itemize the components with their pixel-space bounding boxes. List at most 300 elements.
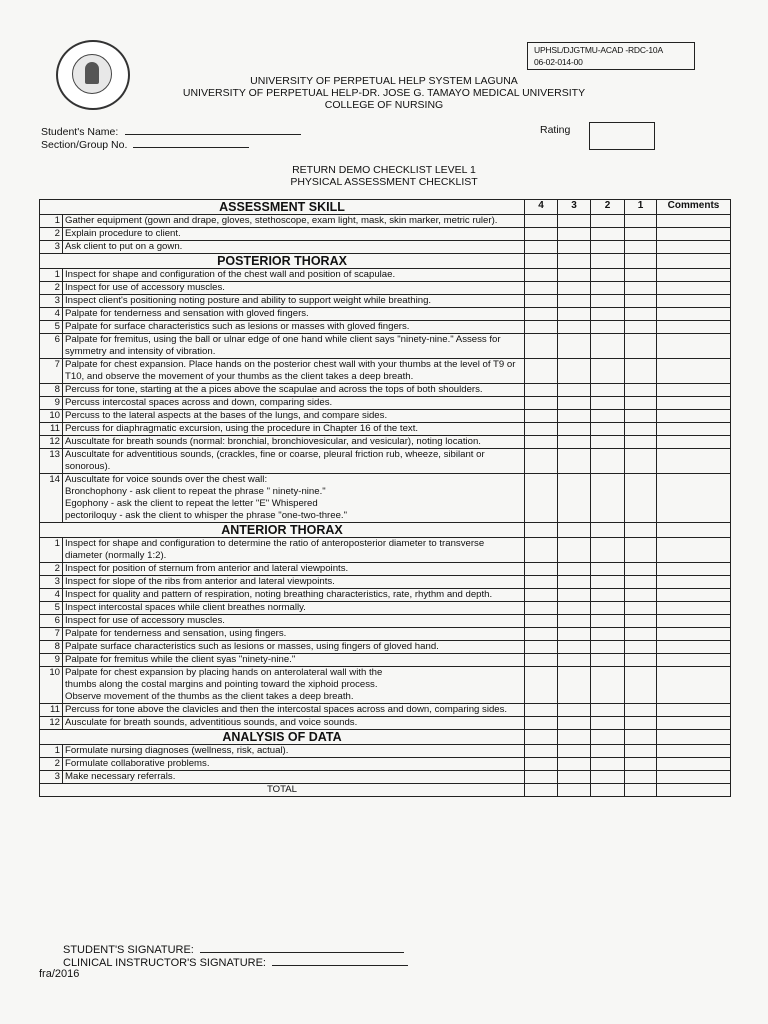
score-1-cell[interactable] (625, 538, 657, 563)
score-1-cell[interactable] (625, 449, 657, 474)
score-2-cell[interactable] (591, 730, 625, 745)
score-4-cell[interactable] (525, 523, 558, 538)
score-4-cell[interactable] (525, 745, 558, 758)
score-2-cell[interactable] (591, 523, 625, 538)
comments-cell[interactable] (657, 758, 731, 771)
column-score-1: 1 (625, 200, 657, 215)
score-1-cell[interactable] (625, 215, 657, 228)
comments-cell[interactable] (657, 359, 731, 384)
table-row (40, 215, 731, 228)
item-skill: Inspect for shape and configuration to determine the ratio of anteroposterior diameter to transverse diameter (normally 1:2). (63, 538, 525, 563)
score-4-cell[interactable] (525, 538, 558, 563)
score-4-cell[interactable] (525, 615, 558, 628)
score-4-cell[interactable] (525, 334, 558, 359)
table-row (40, 538, 731, 563)
score-2-cell[interactable] (591, 474, 625, 523)
score-4-cell[interactable] (525, 254, 558, 269)
score-1-cell[interactable] (625, 771, 657, 784)
item-number: 2 (40, 758, 63, 771)
score-2-cell[interactable] (591, 615, 625, 628)
checklist-title: RETURN DEMO CHECKLIST LEVEL 1 (292, 164, 476, 176)
score-1-cell[interactable] (625, 384, 657, 397)
section-line[interactable] (133, 137, 249, 148)
score-4-cell[interactable] (525, 474, 558, 523)
score-4-cell[interactable] (525, 589, 558, 602)
score-2-cell[interactable] (591, 602, 625, 615)
column-score-3: 3 (558, 200, 591, 215)
comments-cell[interactable] (657, 295, 731, 308)
item-skill-line: Egophony - ask the client to repeat the letter "E" Whispered (65, 498, 318, 509)
score-2-cell[interactable] (591, 241, 625, 254)
item-skill: Inspect for quality and pattern of respiration, noting breathing characteristics, rate, rhythm and depth. (63, 589, 525, 602)
score-3-cell[interactable] (558, 654, 591, 667)
column-score-2: 2 (591, 200, 625, 215)
item-skill: Ausculate for breath sounds, adventitious sounds, and voice sounds. (63, 717, 525, 730)
item-number: 1 (40, 215, 63, 228)
table-row (40, 308, 731, 321)
item-number: 14 (40, 474, 63, 523)
comments-cell[interactable] (657, 215, 731, 228)
score-1-cell[interactable] (625, 628, 657, 641)
comments-cell[interactable] (657, 474, 731, 523)
score-4-cell[interactable] (525, 758, 558, 771)
score-1-cell[interactable] (625, 295, 657, 308)
score-2-cell[interactable] (591, 576, 625, 589)
score-2-cell[interactable] (591, 295, 625, 308)
table-row (40, 474, 731, 523)
score-1-cell[interactable] (625, 241, 657, 254)
score-2-cell[interactable] (591, 321, 625, 334)
score-4-cell[interactable] (525, 295, 558, 308)
score-3-cell[interactable] (558, 228, 591, 241)
item-number: 6 (40, 615, 63, 628)
score-4-cell[interactable] (525, 215, 558, 228)
comments-cell[interactable] (657, 704, 731, 717)
score-4-cell[interactable] (525, 321, 558, 334)
score-2-cell[interactable] (591, 589, 625, 602)
comments-cell[interactable] (657, 410, 731, 423)
student-name-label: Student's Name: (41, 126, 119, 138)
table-row (40, 602, 731, 615)
score-2-cell[interactable] (591, 215, 625, 228)
score-3-cell[interactable] (558, 359, 591, 384)
section-label: Section/Group No. (41, 139, 128, 151)
section-title: POSTERIOR THORAX (40, 254, 525, 269)
score-3-cell[interactable] (558, 563, 591, 576)
header-college: COLLEGE OF NURSING (324, 99, 444, 111)
item-number: 12 (40, 436, 63, 449)
score-4-cell[interactable] (525, 308, 558, 321)
item-skill-line: Palpate for chest expansion by placing hands on anterolateral wall with the (65, 667, 383, 678)
table-row (40, 641, 731, 654)
score-4-cell[interactable] (525, 602, 558, 615)
score-3-cell[interactable] (558, 215, 591, 228)
item-number: 3 (40, 771, 63, 784)
score-2-cell[interactable] (591, 423, 625, 436)
score-2-cell[interactable] (591, 784, 625, 797)
comments-cell[interactable] (657, 628, 731, 641)
score-1-cell[interactable] (625, 269, 657, 282)
score-1-cell[interactable] (625, 641, 657, 654)
score-1-cell[interactable] (625, 667, 657, 704)
score-4-cell[interactable] (525, 384, 558, 397)
item-skill (63, 667, 525, 704)
section-field[interactable] (41, 137, 249, 151)
score-4-cell[interactable] (525, 563, 558, 576)
item-skill: Inspect for shape and configuration of the chest wall and position of scapulae. (63, 269, 525, 282)
score-2-cell[interactable] (591, 282, 625, 295)
table-row (40, 436, 731, 449)
score-3-cell[interactable] (558, 321, 591, 334)
score-3-cell[interactable] (558, 589, 591, 602)
score-2-cell[interactable] (591, 359, 625, 384)
score-3-cell[interactable] (558, 615, 591, 628)
instructor-signature-line[interactable] (272, 955, 408, 966)
score-4-cell[interactable] (525, 436, 558, 449)
item-number: 1 (40, 538, 63, 563)
score-1-cell[interactable] (625, 704, 657, 717)
score-3-cell[interactable] (558, 449, 591, 474)
score-2-cell[interactable] (591, 771, 625, 784)
score-1-cell[interactable] (625, 436, 657, 449)
score-1-cell[interactable] (625, 228, 657, 241)
score-1-cell[interactable] (625, 784, 657, 797)
comments-cell[interactable] (657, 654, 731, 667)
score-1-cell[interactable] (625, 308, 657, 321)
score-2-cell[interactable] (591, 654, 625, 667)
score-2-cell[interactable] (591, 745, 625, 758)
score-3-cell[interactable] (558, 538, 591, 563)
score-1-cell[interactable] (625, 654, 657, 667)
item-number: 10 (40, 410, 63, 423)
table-row (40, 758, 731, 771)
score-3-cell[interactable] (558, 282, 591, 295)
item-number: 2 (40, 228, 63, 241)
item-skill: Formulate nursing diagnoses (wellness, risk, actual). (63, 745, 525, 758)
column-assessment-skill: ASSESSMENT SKILL (40, 200, 525, 215)
score-3-cell[interactable] (558, 269, 591, 282)
score-1-cell[interactable] (625, 321, 657, 334)
item-number: 8 (40, 641, 63, 654)
table-row (40, 384, 731, 397)
column-score-4: 4 (525, 200, 558, 215)
table-row (40, 359, 731, 384)
score-4-cell[interactable] (525, 704, 558, 717)
score-1-cell[interactable] (625, 410, 657, 423)
score-2-cell[interactable] (591, 704, 625, 717)
score-2-cell[interactable] (591, 628, 625, 641)
comments-cell[interactable] (657, 717, 731, 730)
score-4-cell[interactable] (525, 628, 558, 641)
score-4-cell[interactable] (525, 576, 558, 589)
score-2-cell[interactable] (591, 308, 625, 321)
score-1-cell[interactable] (625, 334, 657, 359)
score-3-cell[interactable] (558, 436, 591, 449)
table-row (40, 449, 731, 474)
document-code: UPHSL/DJGTMU-ACAD -RDC-10A (534, 45, 663, 55)
score-2-cell[interactable] (591, 667, 625, 704)
score-2-cell[interactable] (591, 563, 625, 576)
comments-cell[interactable] (657, 784, 731, 797)
student-signature-line[interactable] (200, 942, 404, 953)
column-comments: Comments (657, 200, 731, 215)
comments-cell[interactable] (657, 576, 731, 589)
score-3-cell[interactable] (558, 641, 591, 654)
comments-cell[interactable] (657, 282, 731, 295)
comments-cell[interactable] (657, 254, 731, 269)
item-number: 13 (40, 449, 63, 474)
score-2-cell[interactable] (591, 228, 625, 241)
table-header-row (40, 200, 731, 215)
score-2-cell[interactable] (591, 334, 625, 359)
score-1-cell[interactable] (625, 282, 657, 295)
score-4-cell[interactable] (525, 654, 558, 667)
score-3-cell[interactable] (558, 474, 591, 523)
item-number: 8 (40, 384, 63, 397)
item-skill: Formulate collaborative problems. (63, 758, 525, 771)
table-row (40, 295, 731, 308)
score-1-cell[interactable] (625, 523, 657, 538)
table-row (40, 269, 731, 282)
section-header-row (40, 254, 731, 269)
table-row (40, 282, 731, 295)
rating-label: Rating (540, 124, 571, 136)
item-skill (63, 474, 525, 523)
item-number: 11 (40, 423, 63, 436)
score-4-cell[interactable] (525, 771, 558, 784)
score-4-cell[interactable] (525, 717, 558, 730)
item-skill: Percuss for tone, starting at the a pices above the scapulae and across the tops of both shoulders. (63, 384, 525, 397)
item-skill: Auscultate for adventitious sounds, (crackles, fine or coarse, pleural friction rub, wheeze, sibilant or sonorous). (63, 449, 525, 474)
score-2-cell[interactable] (591, 641, 625, 654)
score-1-cell[interactable] (625, 254, 657, 269)
item-number: 11 (40, 704, 63, 717)
comments-cell[interactable] (657, 615, 731, 628)
item-skill: Percuss intercostal spaces across and down, comparing sides. (63, 397, 525, 410)
score-4-cell[interactable] (525, 269, 558, 282)
score-3-cell[interactable] (558, 254, 591, 269)
table-row (40, 423, 731, 436)
table-row (40, 628, 731, 641)
comments-cell[interactable] (657, 730, 731, 745)
score-1-cell[interactable] (625, 730, 657, 745)
item-number: 7 (40, 359, 63, 384)
item-number: 12 (40, 717, 63, 730)
comments-cell[interactable] (657, 228, 731, 241)
score-4-cell[interactable] (525, 397, 558, 410)
score-2-cell[interactable] (591, 758, 625, 771)
score-2-cell[interactable] (591, 717, 625, 730)
item-skill: Gather equipment (gown and drape, gloves, stethoscope, exam light, mask, skin marker, metric ruler). (63, 215, 525, 228)
item-skill: Explain procedure to client. (63, 228, 525, 241)
comments-cell[interactable] (657, 308, 731, 321)
score-3-cell[interactable] (558, 423, 591, 436)
comments-cell[interactable] (657, 241, 731, 254)
section-title: ANALYSIS OF DATA (40, 730, 525, 745)
item-number: 3 (40, 576, 63, 589)
comments-cell[interactable] (657, 397, 731, 410)
item-number: 6 (40, 334, 63, 359)
score-4-cell[interactable] (525, 784, 558, 797)
comments-cell[interactable] (657, 745, 731, 758)
student-name-line[interactable] (125, 124, 301, 135)
item-number: 10 (40, 667, 63, 704)
score-1-cell[interactable] (625, 602, 657, 615)
score-2-cell[interactable] (591, 397, 625, 410)
comments-cell[interactable] (657, 321, 731, 334)
comments-cell[interactable] (657, 423, 731, 436)
item-number: 1 (40, 269, 63, 282)
score-4-cell[interactable] (525, 667, 558, 704)
score-1-cell[interactable] (625, 474, 657, 523)
item-number: 2 (40, 282, 63, 295)
rating-box[interactable] (589, 122, 655, 150)
item-number: 5 (40, 321, 63, 334)
student-name-field[interactable] (41, 124, 301, 138)
score-3-cell[interactable] (558, 523, 591, 538)
comments-cell[interactable] (657, 269, 731, 282)
table-row (40, 228, 731, 241)
comments-cell[interactable] (657, 449, 731, 474)
item-skill: Percuss to the lateral aspects at the bases of the lungs, and compare sides. (63, 410, 525, 423)
comments-cell[interactable] (657, 384, 731, 397)
item-skill: Inspect for slope of the ribs from anterior and lateral viewpoints. (63, 576, 525, 589)
item-skill: Inspect for use of accessory muscles. (63, 615, 525, 628)
score-3-cell[interactable] (558, 384, 591, 397)
score-3-cell[interactable] (558, 730, 591, 745)
score-3-cell[interactable] (558, 784, 591, 797)
item-skill: Palpate for fremitus, using the ball or ulnar edge of one hand while client says "ninety-nine." Assess for symmetry and intensity of vibration. (63, 334, 525, 359)
comments-cell[interactable] (657, 602, 731, 615)
score-2-cell[interactable] (591, 436, 625, 449)
item-skill: Inspect intercostal spaces while client breathes normally. (63, 602, 525, 615)
comments-cell[interactable] (657, 771, 731, 784)
item-number: 9 (40, 397, 63, 410)
score-2-cell[interactable] (591, 269, 625, 282)
score-1-cell[interactable] (625, 758, 657, 771)
comments-cell[interactable] (657, 523, 731, 538)
table-row (40, 654, 731, 667)
document-revision: 06-02-014-00 (534, 57, 583, 67)
score-2-cell[interactable] (591, 538, 625, 563)
score-3-cell[interactable] (558, 704, 591, 717)
score-3-cell[interactable] (558, 628, 591, 641)
item-skill: Inspect client's positioning noting posture and ability to support weight while breathing. (63, 295, 525, 308)
score-4-cell[interactable] (525, 730, 558, 745)
table-row (40, 771, 731, 784)
score-3-cell[interactable] (558, 241, 591, 254)
item-skill: Palpate for fremitus while the client syas "ninety-nine." (63, 654, 525, 667)
item-skill-line: thumbs along the costal margins and pointing toward the xiphoid process. (65, 679, 378, 690)
comments-cell[interactable] (657, 667, 731, 704)
table-row (40, 334, 731, 359)
score-4-cell[interactable] (525, 410, 558, 423)
item-skill: Palpate for chest expansion. Place hands on the posterior chest wall with your thumbs at the level of T9 or T10, and observe the movement of your thumbs as the client takes a deep breath. (63, 359, 525, 384)
comments-cell[interactable] (657, 589, 731, 602)
score-3-cell[interactable] (558, 758, 591, 771)
score-1-cell[interactable] (625, 717, 657, 730)
score-3-cell[interactable] (558, 397, 591, 410)
score-1-cell[interactable] (625, 397, 657, 410)
score-3-cell[interactable] (558, 602, 591, 615)
comments-cell[interactable] (657, 334, 731, 359)
score-1-cell[interactable] (625, 745, 657, 758)
score-2-cell[interactable] (591, 410, 625, 423)
item-skill: Make necessary referrals. (63, 771, 525, 784)
footer-code: fra/2016 (39, 968, 80, 980)
score-1-cell[interactable] (625, 359, 657, 384)
comments-cell[interactable] (657, 563, 731, 576)
header-university-1: UNIVERSITY OF PERPETUAL HELP SYSTEM LAGUNA (250, 75, 518, 87)
section-header-row (40, 523, 731, 538)
score-3-cell[interactable] (558, 410, 591, 423)
score-1-cell[interactable] (625, 563, 657, 576)
item-skill: Auscultate for breath sounds (normal: bronchial, bronchiovesicular, and vesicular), noting location. (63, 436, 525, 449)
score-3-cell[interactable] (558, 334, 591, 359)
comments-cell[interactable] (657, 538, 731, 563)
table-row (40, 745, 731, 758)
student-signature-label: STUDENT'S SIGNATURE: (63, 944, 194, 956)
score-1-cell[interactable] (625, 423, 657, 436)
score-3-cell[interactable] (558, 745, 591, 758)
score-3-cell[interactable] (558, 717, 591, 730)
item-skill: Ask client to put on a gown. (63, 241, 525, 254)
item-skill-line: Observe movement of the thumbs as the client takes a deep breath. (65, 691, 354, 702)
score-4-cell[interactable] (525, 641, 558, 654)
item-skill: Inspect for use of accessory muscles. (63, 282, 525, 295)
checklist-subtitle: PHYSICAL ASSESSMENT CHECKLIST (290, 176, 478, 188)
score-2-cell[interactable] (591, 254, 625, 269)
table-row (40, 704, 731, 717)
item-skill-line: pectoriloquy - ask the client to whisper the phrase "one-two-three." (65, 510, 347, 521)
table-row (40, 241, 731, 254)
item-number: 1 (40, 745, 63, 758)
item-skill: Inspect for position of sternum from anterior and lateral viewpoints. (63, 563, 525, 576)
total-row (40, 784, 731, 797)
header-university-2: UNIVERSITY OF PERPETUAL HELP-DR. JOSE G. TAMAYO MEDICAL UNIVERSITY (182, 87, 586, 99)
score-2-cell[interactable] (591, 449, 625, 474)
score-1-cell[interactable] (625, 576, 657, 589)
table-row (40, 589, 731, 602)
table-row (40, 321, 731, 334)
score-3-cell[interactable] (558, 576, 591, 589)
score-4-cell[interactable] (525, 282, 558, 295)
score-4-cell[interactable] (525, 423, 558, 436)
score-4-cell[interactable] (525, 449, 558, 474)
score-1-cell[interactable] (625, 589, 657, 602)
instructor-signature-field[interactable] (63, 955, 408, 970)
table-row (40, 563, 731, 576)
score-3-cell[interactable] (558, 308, 591, 321)
item-number: 5 (40, 602, 63, 615)
score-3-cell[interactable] (558, 667, 591, 704)
item-number: 4 (40, 308, 63, 321)
comments-cell[interactable] (657, 641, 731, 654)
total-label: TOTAL (40, 784, 525, 797)
score-4-cell[interactable] (525, 228, 558, 241)
score-2-cell[interactable] (591, 384, 625, 397)
score-3-cell[interactable] (558, 771, 591, 784)
item-number: 4 (40, 589, 63, 602)
comments-cell[interactable] (657, 436, 731, 449)
score-4-cell[interactable] (525, 241, 558, 254)
score-1-cell[interactable] (625, 615, 657, 628)
score-4-cell[interactable] (525, 359, 558, 384)
document-code-box (527, 42, 695, 70)
assessment-checklist-table (39, 199, 731, 797)
item-number: 3 (40, 241, 63, 254)
score-3-cell[interactable] (558, 295, 591, 308)
